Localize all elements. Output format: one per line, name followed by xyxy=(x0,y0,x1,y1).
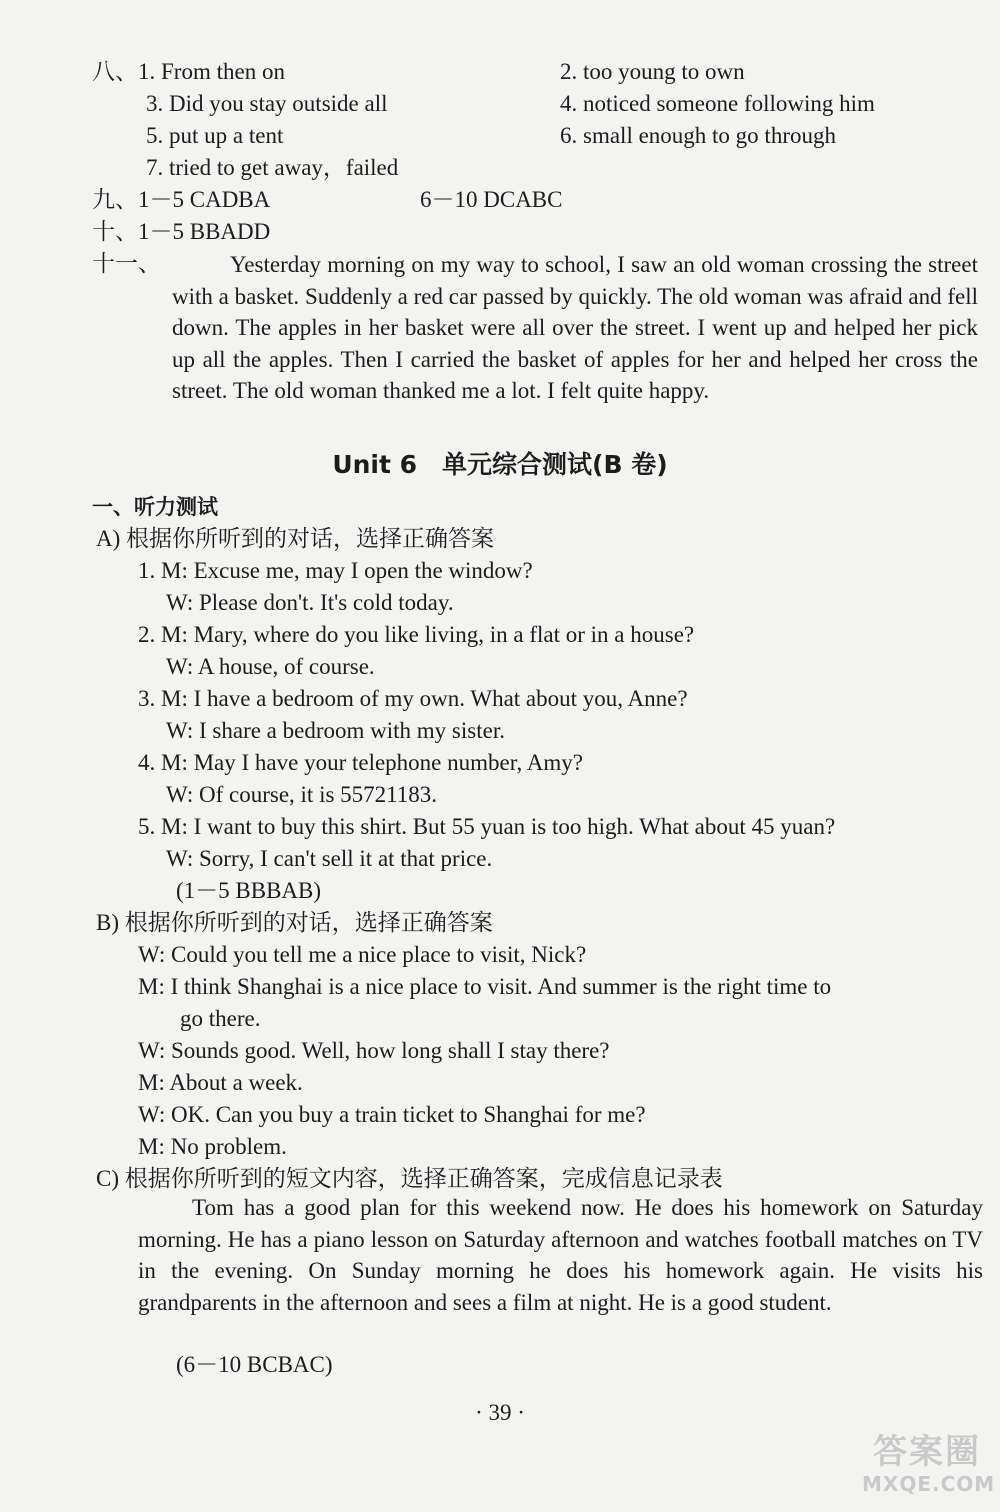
partB-line-3: go there. xyxy=(180,1006,261,1031)
partC-answer: (6－10 BCBAC) xyxy=(176,1352,333,1377)
partA-line-9: 5. M: I want to buy this shirt. But 55 yuan is too high. What about 45 yuan? xyxy=(138,814,836,839)
watermark-logo xyxy=(862,1432,996,1504)
partC-passage: Tom has a good plan for this weekend now. He does his homework on Saturday morning. He has a piano lesson on Saturday afternoon and watches football matches on TV in the evening. On Sunday morning he does his homework again. He visits his grandparents in the afternoon and sees a film at night. He is a good student. xyxy=(138,1195,983,1315)
partC-heading: C) 根据你所听到的短文内容，选择正确答案，完成信息记录表 xyxy=(96,1166,723,1191)
ex10-answers: 1－5 BBADD xyxy=(138,219,271,244)
ex10-row xyxy=(92,217,270,247)
watermark-line-2: MXQE.COM xyxy=(862,1472,996,1496)
ex9-answers-2: 6－10 DCABC xyxy=(420,187,563,212)
partA-line-4: W: A house, of course. xyxy=(166,654,375,679)
partA-answer: (1－5 BBBAB) xyxy=(176,878,322,903)
partB-line-7: M: No problem. xyxy=(138,1134,287,1159)
partB-heading: B) 根据你所听到的对话，选择正确答案 xyxy=(96,910,493,935)
ex11-essay: Yesterday morning on my way to school, I saw an old woman crossing the street with a basket. Suddenly a red car passed by quickly. The old woman was afraid and fell down. The apples in her basket were all over the street. I went up and helped her pick up all the apples. Then I carried the basket of apples for her and helped her cross the street. The old woman thanked me a lot. I felt quite happy. xyxy=(172,252,978,403)
ex8-item-7: 7. tried to get away，failed xyxy=(146,155,399,180)
partB-line-4: W: Sounds good. Well, how long shall I stay there? xyxy=(138,1038,610,1063)
partA-line-2: W: Please don't. It's cold today. xyxy=(166,590,454,615)
ex8-item-1: 1. From then on xyxy=(138,59,285,84)
ex8-item-5: 5. put up a tent xyxy=(146,123,284,148)
ex11-label: 十一、 xyxy=(92,251,161,276)
unit-title: Unit 6 单元综合测试(B 卷) xyxy=(332,450,668,479)
partA-line-1: 1. M: Excuse me, may I open the window? xyxy=(138,558,533,583)
page-number: · 39 · xyxy=(475,1400,525,1425)
partA-line-5: 3. M: I have a bedroom of my own. What about you, Anne? xyxy=(138,686,688,711)
ex8-item-4: 4. noticed someone following him xyxy=(560,91,875,116)
ex9-answers-1: 1－5 CADBA xyxy=(138,187,271,212)
ex9-row xyxy=(92,185,270,215)
partB-line-6: W: OK. Can you buy a train ticket to Shanghai for me? xyxy=(138,1102,646,1127)
partA-line-6: W: I share a bedroom with my sister. xyxy=(166,718,505,743)
partA-line-7: 4. M: May I have your telephone number, Amy? xyxy=(138,750,583,775)
partB-line-1: W: Could you tell me a nice place to visit, Nick? xyxy=(138,942,587,967)
section-listening-heading: 一、听力测试 xyxy=(92,495,218,519)
ex8-item-6: 6. small enough to go through xyxy=(560,123,836,148)
partA-line-8: W: Of course, it is 55721183. xyxy=(166,782,438,807)
partB-line-5: M: About a week. xyxy=(138,1070,303,1095)
ex10-label: 十、 xyxy=(92,219,138,244)
partA-line-10: W: Sorry, I can't sell it at that price. xyxy=(166,846,493,871)
partA-line-3: 2. M: Mary, where do you like living, in a flat or in a house? xyxy=(138,622,695,647)
ex8-item-3: 3. Did you stay outside all xyxy=(146,91,388,116)
ex8-row-1 xyxy=(92,57,285,87)
ex8-item-2: 2. too young to own xyxy=(560,59,745,84)
ex9-label: 九、 xyxy=(92,187,138,212)
partA-heading: A) 根据你所听到的对话，选择正确答案 xyxy=(96,526,495,551)
ex8-label: 八、 xyxy=(92,59,138,84)
partB-line-2: M: I think Shanghai is a nice place to visit. And summer is the right time to xyxy=(138,974,832,999)
watermark-line-1: 答案圈 xyxy=(873,1432,981,1472)
